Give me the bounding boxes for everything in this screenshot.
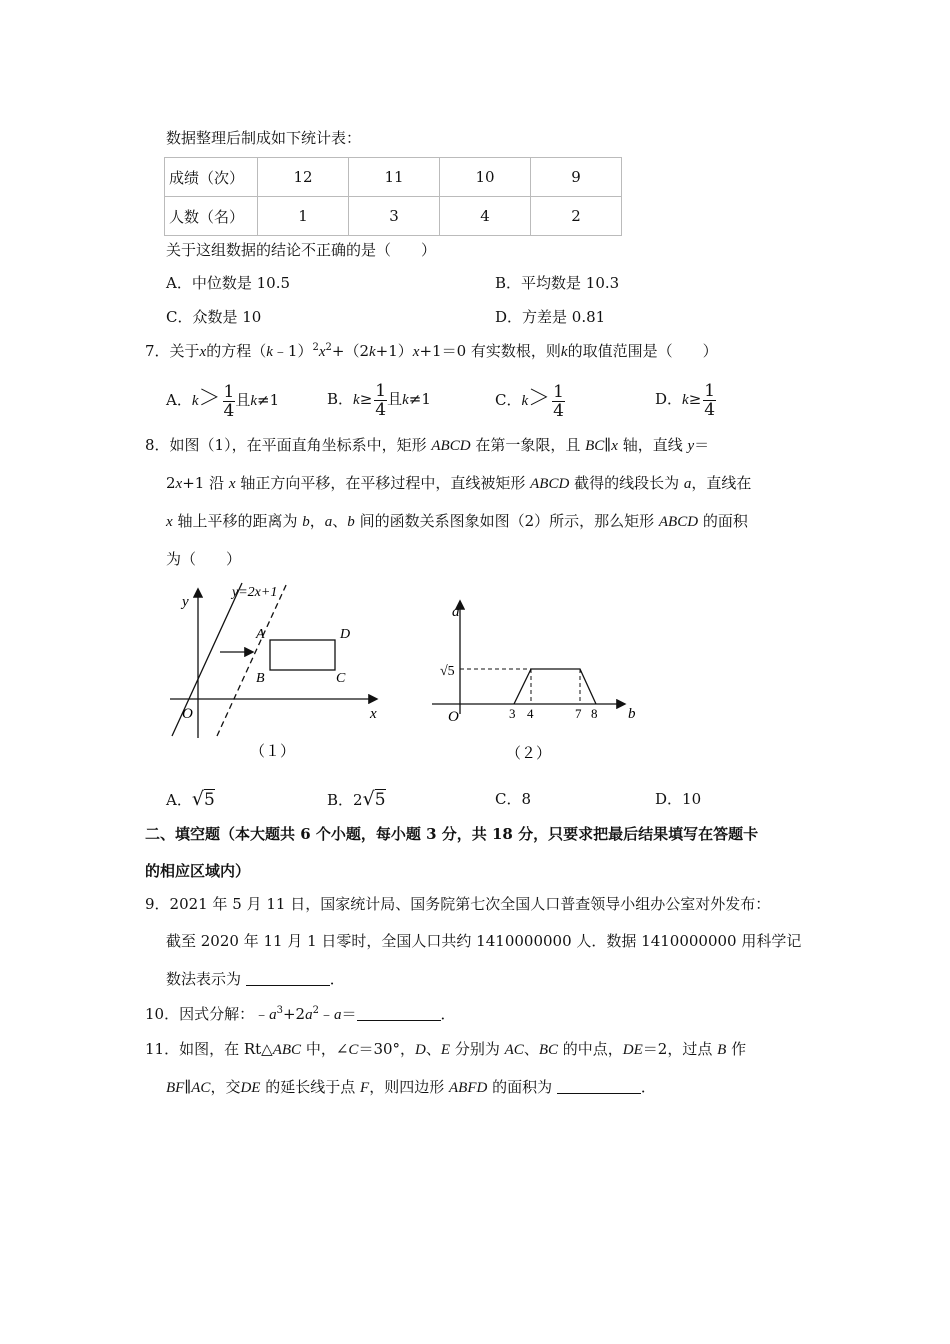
answer-blank[interactable] [246, 971, 330, 986]
sqrt5-label: √5 [440, 664, 455, 679]
table-cell: 11 [349, 158, 440, 197]
origin-label: O [182, 706, 193, 722]
point-d-label: D [340, 627, 351, 642]
tick-3: 3 [509, 706, 516, 721]
table-header-score: 成绩（次） [165, 158, 258, 197]
figure-1-caption: （１） [250, 744, 296, 760]
q9-line2: 截至 2020 年 11 月 1 日零时，全国人口共约 1410000000 人．数据 1410000000 用科学记 [166, 932, 802, 950]
q8-line3: x 轴上平移的距离为 b，a、b 间的函数关系图象如图（2）所示，那么矩形 ABCD 的面积 [166, 512, 748, 530]
q7-option-b: B．k≥ $\frac{1}{4}$ 且k≠1 [327, 380, 431, 420]
table-header-count: 人数（名） [165, 197, 258, 236]
q9-line3: 数法表示为 ． [166, 970, 345, 988]
tick-4: 4 [527, 706, 534, 721]
b-label: b [628, 706, 636, 722]
function-graph [514, 669, 596, 704]
section-2-heading: 二、填空题（本大题共 6 个小题，每小题 3 分，共 18 分，只要求把最后结果填写在答题卡 [145, 825, 759, 843]
table-row [165, 158, 622, 197]
rectangle-abcd [270, 640, 335, 670]
figure-2-caption: （２） [506, 746, 552, 762]
tick-8: 8 [591, 706, 598, 721]
q7-stem: 7．关于x的方程$(k﹣1)^2x^2+(2k+1)x+1=0$ 有实数根，则k的取值范围是（ ） [145, 342, 718, 360]
q8-option-a: A．√5 [166, 788, 215, 810]
table-cell: 2 [531, 197, 622, 236]
q11-line2: BF∥AC，交DE 的延长线于点 F，则四边形 ABFD 的面积为 ． [166, 1078, 656, 1096]
q7-option-d: D．k≥ $\frac{1}{4}$ [655, 380, 716, 420]
table-cell: 1 [258, 197, 349, 236]
q10-line: 10．因式分解：$﹣a^3+2a^2﹣a=$ ． [145, 1005, 456, 1023]
figure-1 [162, 578, 392, 768]
table-cell: 12 [258, 158, 349, 197]
q8-line2: 2x+1 沿 x 轴正方向平移，在平移过程中，直线被矩形 ABCD 截得的线段长为 a，直线在 [166, 474, 752, 492]
q11-line1: 11．如图，在 Rt△ABC 中，∠C＝30°，D、E 分别为 AC、BC 的中点，DE＝2，过点 B 作 [145, 1040, 747, 1058]
x-label: x [370, 706, 377, 722]
section-2-heading-cont: 的相应区域内） [145, 862, 251, 880]
q8-line1: 8．如图（1），在平面直角坐标系中，矩形 ABCD 在第一象限，且 BC∥x 轴，直线 y＝ [145, 436, 710, 454]
q8-option-b: B．2√5 [327, 788, 386, 810]
figure-2 [428, 596, 648, 774]
table-cell: 9 [531, 158, 622, 197]
q9-line1: 9．2021 年 5 月 11 日，国家统计局、国务院第七次全国人口普查领导小组办公室对外发布： [145, 895, 771, 913]
q7-option-a: A．k＞ $\frac{1}{4}$ 且k≠1 [166, 381, 280, 421]
line-label: y=2x+1 [232, 585, 278, 600]
q7-option-c: C．k＞ $\frac{1}{4}$ [495, 381, 564, 421]
q6-option-c: C．众数是 10 [166, 308, 262, 326]
point-c-label: C [336, 671, 346, 686]
point-a-label: A [256, 627, 265, 642]
q6-prompt: 关于这组数据的结论不正确的是（ ） [166, 241, 437, 259]
q6-option-a: A．中位数是 10.5 [166, 274, 290, 292]
answer-blank[interactable] [357, 1006, 441, 1021]
a-label: a [452, 604, 460, 620]
tick-7: 7 [575, 706, 582, 721]
q6-option-b: B．平均数是 10.3 [495, 274, 620, 292]
table-cell: 10 [440, 158, 531, 197]
y-label: y [182, 594, 189, 610]
origin-label: O [448, 709, 459, 725]
table-row [165, 197, 622, 236]
q6-option-d: D．方差是 0.81 [495, 308, 606, 326]
table-cell: 4 [440, 197, 531, 236]
table-cell: 3 [349, 197, 440, 236]
intro-text: 数据整理后制成如下统计表： [166, 129, 362, 147]
stats-table [164, 157, 622, 236]
shifted-line [217, 583, 287, 736]
q8-option-d: D．10 [655, 790, 702, 808]
answer-blank[interactable] [557, 1079, 641, 1094]
q8-line4: 为（ ） [166, 550, 242, 568]
q8-option-c: C．8 [495, 790, 532, 808]
point-b-label: B [256, 671, 265, 686]
